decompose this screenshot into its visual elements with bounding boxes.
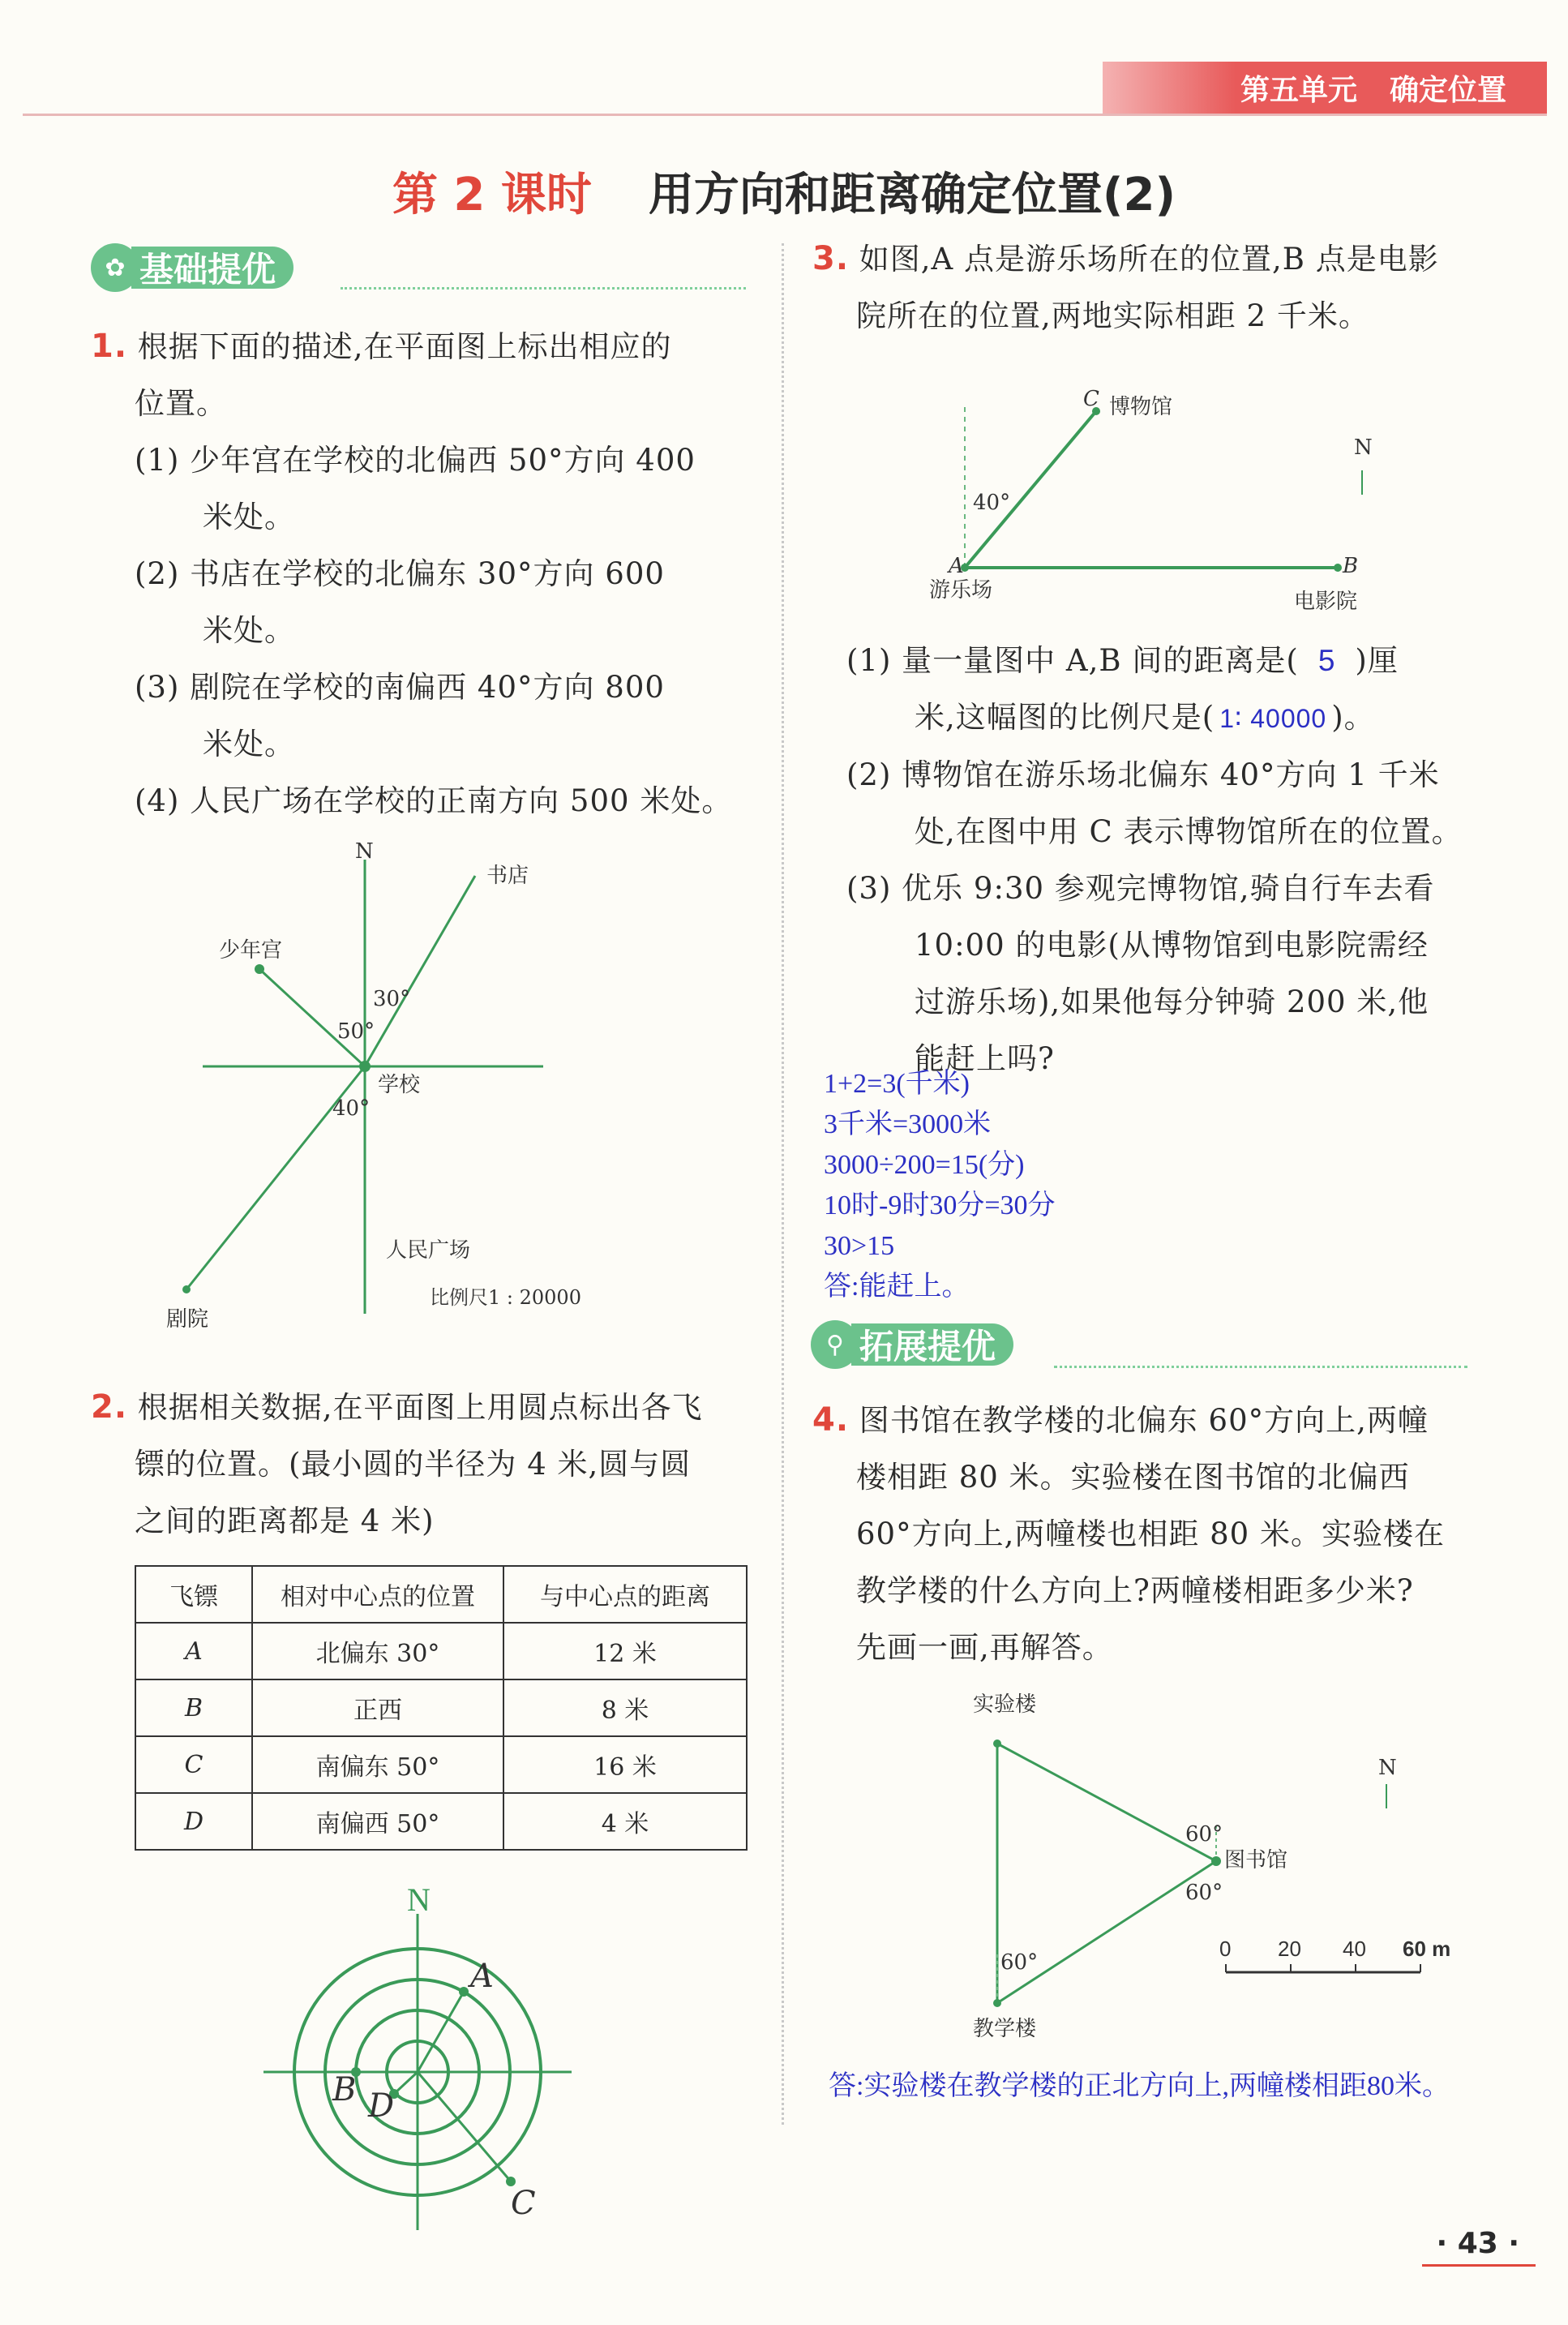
q4-line: 60°方向上,两幢楼也相距 80 米。实验楼在: [856, 1516, 1445, 1551]
dart-a-label: A: [470, 1958, 494, 1995]
q3-sub1-c: 米,这幅图的比例尺是(: [915, 700, 1215, 735]
q1-item-3a: (3) 剧院在学校的南偏西 40°方向 800: [135, 670, 665, 705]
scale-tick-label: 60 m: [1403, 1937, 1451, 1961]
lab-library-line: [997, 1744, 1216, 1861]
dart-b-label: B: [332, 2071, 357, 2108]
q1-prompt-b: 位置。: [135, 386, 227, 421]
question-2: [91, 1379, 756, 1550]
q3-sub2-a: (2) 博物馆在游乐场北偏东 40°方向 1 千米: [846, 757, 1440, 792]
answer-line: 30>15: [824, 1231, 895, 1261]
angle-40-label: 40°: [332, 1096, 371, 1121]
school-dot: [359, 1061, 371, 1072]
cinema-label: 电影院: [1294, 590, 1358, 614]
scale-tick-label: 40: [1343, 1937, 1366, 1961]
question-number: 4.: [812, 1401, 850, 1439]
table-cell: 12 米: [503, 1623, 747, 1679]
dart-a-ray: [418, 1992, 464, 2072]
bookstore-line[interactable]: [365, 876, 475, 1066]
q3-sub1-answer2: 1∶ 40000: [1219, 704, 1327, 733]
angle-mid-label: 60°: [1185, 1881, 1223, 1905]
lab-dot: [993, 1739, 1001, 1748]
q3-sub3-b: 10:00 的电影(从博物馆到电影院需经: [915, 928, 1429, 963]
page-number-rule: [1422, 2264, 1536, 2267]
q3-map-diagram: [908, 373, 1411, 624]
question-number: 3.: [812, 240, 850, 277]
q2-dart-table: [135, 1565, 748, 1851]
section-basic-banner: [91, 243, 293, 292]
answer-line: 10时-9时30分=30分: [824, 1190, 1056, 1220]
column-divider: [782, 243, 784, 2125]
q1-item-1a: (1) 少年宫在学校的北偏西 50°方向 400: [135, 443, 696, 478]
table-cell: 16 米: [503, 1736, 747, 1793]
question-1: [91, 318, 756, 830]
table-cell: 南偏东 50°: [252, 1736, 503, 1793]
table-cell: C: [135, 1736, 252, 1793]
topic-label: 确定位置: [1389, 73, 1506, 107]
q3-prompt-b: 院所在的位置,两地实际相距 2 千米。: [856, 298, 1369, 333]
dart-a-dot: [459, 1987, 469, 1997]
table-cell: B: [135, 1679, 252, 1736]
question-number: 2.: [91, 1388, 128, 1426]
q4-line: 教学楼的什么方向上?两幢楼相距多少米?: [856, 1573, 1414, 1608]
q3-sub2-b: 处,在图中用 C 表示博物馆所在的位置。: [915, 814, 1463, 849]
angle-bot-label: 60°: [1000, 1950, 1039, 1975]
question-4: [812, 1392, 1510, 1676]
table-cell: D: [135, 1793, 252, 1850]
q2-prompt-a: 根据相关数据,在平面图上用圆点标出各飞: [137, 1390, 703, 1425]
q1-item-2b: 米处。: [203, 613, 295, 648]
section-rule: [341, 287, 746, 290]
point-c-label: C: [1083, 387, 1099, 411]
q2-prompt-c: 之间的距离都是 4 米): [135, 1504, 435, 1538]
dart-d-label: D: [368, 2087, 395, 2125]
table-cell: 正西: [252, 1679, 503, 1736]
library-dot: [1211, 1856, 1221, 1866]
unit-label: 第五单元: [1240, 73, 1357, 107]
table-header: 相对中心点的位置: [252, 1566, 503, 1623]
q3-sub3-a: (3) 优乐 9:30 参观完博物馆,骑自行车去看: [846, 871, 1435, 906]
q3-subquestions: [846, 633, 1527, 1087]
scale-tick-label: 20: [1278, 1937, 1301, 1961]
section-extend-banner: [811, 1320, 1013, 1369]
table-row: [135, 1679, 747, 1736]
lesson-title: 用方向和距离确定位置(2): [648, 169, 1176, 221]
table-header: 飞镖: [135, 1566, 252, 1623]
point-b-label: B: [1343, 554, 1359, 578]
q4-line: 图书馆在教学楼的北偏东 60°方向上,两幢: [859, 1403, 1429, 1438]
dart-c-ray: [418, 2072, 511, 2181]
north-label: N: [1378, 1756, 1397, 1780]
q3-sub1-answer: 5: [1317, 644, 1336, 677]
theater-label: 剧院: [166, 1307, 209, 1332]
north-label: N: [355, 839, 374, 864]
library-label: 图书馆: [1224, 1848, 1288, 1872]
q3-handwritten-answer: [824, 1064, 1056, 1307]
q4-line: 楼相距 80 米。实验楼在图书馆的北偏西: [856, 1460, 1410, 1495]
youth-palace-dot: [255, 964, 264, 974]
youth-palace-label: 少年宫: [219, 938, 283, 963]
lesson-number: 第 2 课时: [392, 169, 592, 221]
lab-label: 实验楼: [973, 1692, 1037, 1717]
angle-top-label: 60°: [1185, 1822, 1223, 1847]
answer-line: 3千米=3000米: [824, 1109, 992, 1139]
q1-item-1b: 米处。: [203, 500, 295, 534]
q2-prompt-b: 镖的位置。(最小圆的半径为 4 米,圆与圆: [135, 1447, 692, 1482]
table-cell: 南偏西 50°: [252, 1793, 503, 1850]
sprout-icon: ✿: [91, 243, 139, 292]
angle-30-label: 30°: [373, 987, 411, 1011]
angle-50-label: 50°: [337, 1019, 375, 1044]
q4-line: 先画一画,再解答。: [856, 1630, 1113, 1665]
museum-label: 博物馆: [1109, 395, 1173, 419]
plaza-label: 人民广场: [386, 1238, 471, 1263]
table-row: [135, 1793, 747, 1850]
table-cell: 8 米: [503, 1679, 747, 1736]
section-extend-label: 拓展提优: [851, 1323, 1013, 1366]
section-basic-label: 基础提优: [131, 247, 293, 289]
page-title: [0, 159, 1568, 224]
point-a-label: A: [949, 554, 964, 578]
museum-line: [965, 411, 1096, 568]
table-row: [135, 1623, 747, 1679]
q4-map-diagram: [973, 1679, 1508, 2041]
q1-map-diagram: [186, 839, 581, 1330]
q1-prompt-a: 根据下面的描述,在平面图上标出相应的: [137, 329, 672, 364]
dart-c-label: C: [511, 2185, 536, 2222]
table-row: [135, 1736, 747, 1793]
table-header: 与中心点的距离: [503, 1566, 747, 1623]
bookstore-label: 书店: [486, 864, 529, 888]
question-number: 1.: [91, 328, 128, 365]
school-label: 学校: [378, 1073, 421, 1097]
q3-sub1-a: (1) 量一量图中 A,B 间的距离是(: [846, 643, 1299, 678]
scale-tick-label: 0: [1219, 1937, 1232, 1961]
q1-item-4a: (4) 人民广场在学校的正南方向 500 米处。: [135, 783, 733, 818]
question-3: [812, 230, 1510, 345]
section-rule: [1054, 1366, 1467, 1368]
north-label: N: [1354, 435, 1373, 460]
q4-handwritten-answer: 答:实验楼在教学楼的正北方向上,两幢楼相距80米。: [829, 2071, 1450, 2101]
q3-sub3-d: 能赶上吗?: [915, 1041, 1055, 1076]
table-cell: 4 米: [503, 1793, 747, 1850]
scale-label: 比例尺1 : 20000: [430, 1286, 581, 1309]
q3-sub1-d: )。: [1331, 700, 1375, 735]
theater-dot: [182, 1285, 191, 1293]
table-header-row: [135, 1566, 747, 1623]
answer-line: 1+2=3(千米): [824, 1069, 970, 1099]
answer-line: 3000÷200=15(分): [824, 1150, 1025, 1180]
q3-sub1-b: )厘: [1355, 643, 1399, 678]
answer-line: 答:能赶上。: [824, 1272, 970, 1302]
teaching-label: 教学楼: [973, 2017, 1037, 2041]
magnifier-icon: ⚲: [811, 1320, 859, 1369]
unit-header-tab: [1103, 62, 1547, 114]
park-label: 游乐场: [929, 578, 993, 603]
q1-item-3b: 米处。: [203, 727, 295, 761]
q3-sub3-c: 过游乐场),如果他每分钟骑 200 米,他: [915, 984, 1429, 1019]
q3-prompt-a: 如图,A 点是游乐场所在的位置,B 点是电影: [859, 242, 1439, 277]
header-rule: [23, 114, 1547, 116]
teaching-dot: [993, 1999, 1001, 2007]
angle-40-label: 40°: [973, 491, 1011, 515]
page-number: · 43 ·: [1436, 2227, 1519, 2260]
q1-item-2a: (2) 书店在学校的北偏东 30°方向 600: [135, 556, 665, 591]
teaching-library-line: [997, 1861, 1216, 2003]
table-cell: A: [135, 1623, 252, 1679]
q2-target-diagram: [251, 1881, 592, 2238]
table-cell: 北偏东 30°: [252, 1623, 503, 1679]
youth-palace-line[interactable]: [259, 969, 365, 1066]
point-b: [1334, 564, 1342, 572]
north-label: N: [407, 1881, 431, 1918]
